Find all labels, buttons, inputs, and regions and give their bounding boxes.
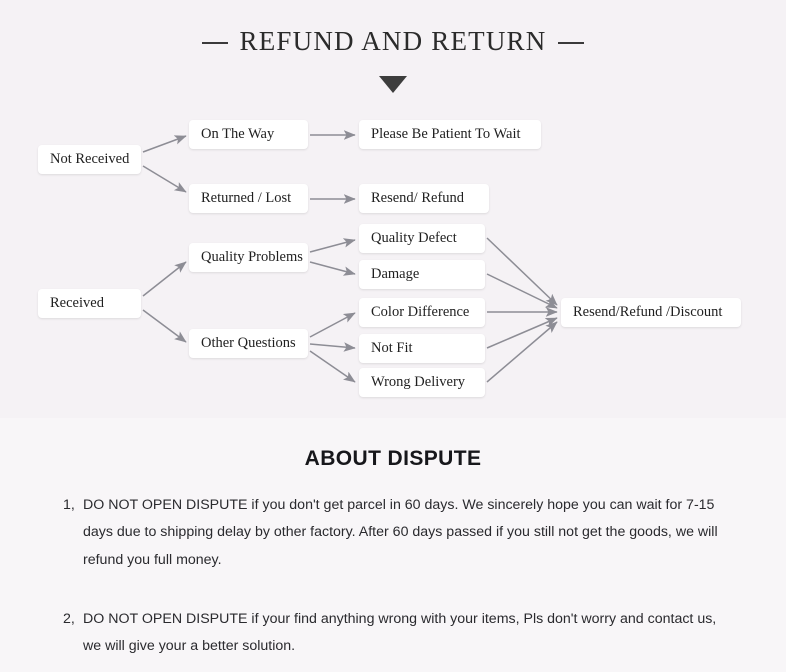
arrow-damage-to-resend-refund-discount bbox=[487, 274, 557, 308]
dispute-item-text: DO NOT OPEN DISPUTE if you don't get parcel in 60 days. We sincerely hope you can wait for 7-15 days due to shipping delay by other factory. After 60 days passed if you still not get the goods, we will refund you full money. bbox=[83, 497, 718, 568]
diagram-node-label: Other Questions bbox=[201, 335, 296, 351]
diagram-node-label: Returned / Lost bbox=[201, 190, 292, 206]
diagram-node-on-the-way bbox=[189, 120, 308, 149]
diagram-node-label: Not Fit bbox=[371, 340, 413, 356]
diagram-node-resend-refund bbox=[359, 184, 489, 213]
diagram-node-label: Please Be Patient To Wait bbox=[371, 126, 521, 142]
arrow-quality-defect-to-resend-refund-discount bbox=[487, 238, 557, 305]
diagram-node-label: Not Received bbox=[50, 151, 130, 167]
diagram-node-received bbox=[38, 289, 141, 318]
arrow-other-questions-to-color-difference bbox=[310, 313, 355, 337]
diagram-node-color-difference bbox=[359, 298, 485, 327]
diagram-node-please-be-patient bbox=[359, 120, 541, 149]
arrow-other-questions-to-not-fit bbox=[310, 344, 355, 348]
arrow-not-received-to-on-the-way bbox=[143, 136, 186, 152]
arrow-not-received-to-returned-lost bbox=[143, 166, 186, 192]
diagram-node-quality-problems bbox=[189, 243, 308, 272]
dispute-item-text: DO NOT OPEN DISPUTE if your find anything wrong with your items, Pls don't worry and contact us, we will give your a better solution. bbox=[83, 611, 717, 655]
diagram-node-label: Color Difference bbox=[371, 304, 470, 320]
arrow-quality-problems-to-damage bbox=[310, 262, 355, 274]
dispute-item bbox=[63, 606, 723, 661]
diagram-node-label: On The Way bbox=[201, 126, 275, 142]
dispute-item-number: 1, bbox=[63, 497, 75, 513]
diagram-node-damage bbox=[359, 260, 485, 289]
diagram-node-resend-refund-discount bbox=[561, 298, 741, 327]
diagram-node-label: Quality Problems bbox=[201, 249, 303, 265]
dispute-title: ABOUT DISPUTE bbox=[304, 447, 482, 470]
arrow-not-fit-to-resend-refund-discount bbox=[487, 318, 557, 348]
page-title: REFUND AND RETURN bbox=[239, 26, 547, 56]
diagram-node-label: Wrong Delivery bbox=[371, 374, 466, 390]
dispute-item bbox=[63, 492, 723, 574]
diagram-node-label: Resend/ Refund bbox=[371, 190, 465, 206]
diagram-node-other-questions bbox=[189, 329, 308, 358]
arrow-other-questions-to-wrong-delivery bbox=[310, 351, 355, 382]
arrow-received-to-other-questions bbox=[143, 310, 186, 342]
arrow-quality-problems-to-quality-defect bbox=[310, 240, 355, 252]
diagram-node-label: Quality Defect bbox=[371, 230, 457, 246]
diagram-node-label: Damage bbox=[371, 266, 420, 282]
diagram-node-quality-defect bbox=[359, 224, 485, 253]
diagram-node-not-fit bbox=[359, 334, 485, 363]
diagram-node-not-received bbox=[38, 145, 141, 174]
diagram-node-wrong-delivery bbox=[359, 368, 485, 397]
diagram-node-label: Resend/Refund /Discount bbox=[573, 304, 723, 320]
arrow-wrong-delivery-to-resend-refund-discount bbox=[487, 322, 557, 382]
diagram-node-label: Received bbox=[50, 295, 104, 311]
dispute-item-number: 2, bbox=[63, 611, 75, 627]
diagram-node-returned-lost bbox=[189, 184, 308, 213]
arrow-received-to-quality-problems bbox=[143, 262, 186, 296]
about-dispute-section bbox=[0, 418, 786, 672]
